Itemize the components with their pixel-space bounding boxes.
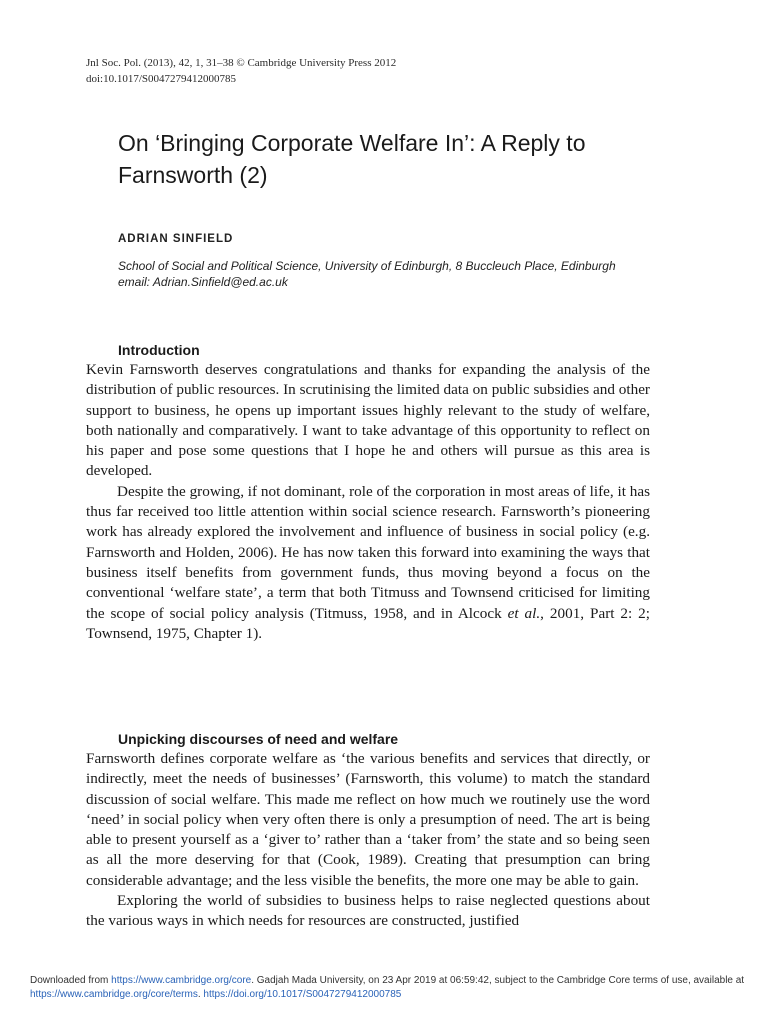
journal-citation: Jnl Soc. Pol. (2013), 42, 1, 31–38 © Cambridge University Press 2012 (86, 57, 397, 69)
paragraph: Kevin Farnsworth deserves congratulations and thanks for expanding the analysis of the distribution of public resources. In scrutinising the limited data on public subsidies and other support to business, he opens up important issues highly relevant to the study of welfare, both nationally and comparatively. I want to take advantage of this opportunity to reflect on his paper and pose some questions that I hope he and others will pursue as this area is developed. (86, 361, 650, 480)
article-doi: doi:10.1017/S0047279412000785 (86, 73, 237, 85)
paragraph-text: , 2001, Part 2: 2; Townsend, 1975, Chapter 1). (86, 604, 650, 642)
journal-header (86, 55, 396, 87)
need-welfare-body (86, 749, 650, 932)
terms-link[interactable]: https://www.cambridge.org/core/terms (30, 989, 198, 1000)
doi-link[interactable]: https://doi.org/10.1017/S0047279412000785 (203, 989, 402, 1000)
author-email: email: Adrian.Sinfield@ed.ac.uk (118, 275, 288, 289)
paragraph-italic-text: et al. (507, 604, 541, 622)
paragraph-text: Despite the growing, if not dominant, role of the corporation in most areas of life, it has thus far received too little attention within social science research. Farnsworth’s pioneering work has already explored the involvement and influence of business in social policy (e.g. Farnsworth and Holden, 2006). He has now taken this forward into examining the ways that business itself benefits from government funds, thus moving beyond a focus on the conventional ‘welfare state’, a term that both Titmuss and Townsend criticised for limiting the scope of social policy analysis (Titmuss, 1958, and in Alcock (86, 482, 650, 622)
cambridge-core-link[interactable]: https://www.cambridge.org/core (111, 975, 252, 986)
footer-text: Downloaded from (30, 975, 112, 986)
footer-text: . (197, 989, 204, 1000)
article-title: On ‘Bringing Corporate Welfare In’: A Reply to Farnsworth (2) (118, 130, 586, 188)
paragraph: Exploring the world of subsidies to business helps to raise neglected questions about the various ways in which needs for resources are constructed, justified (86, 892, 650, 930)
author-name: ADRIAN SINFIELD (118, 233, 234, 245)
paragraph (86, 482, 650, 644)
section-heading-need-welfare: Unpicking discourses of need and welfare (118, 731, 399, 747)
author-affiliation-block (118, 258, 618, 290)
paragraph: Farnsworth defines corporate welfare as ‘the various benefits and services that directly, or indirectly, meet the needs of businesses’ (Farnsworth, this volume) to match the standard discussion of social welfare. This made me reflect on how much we routinely use the word ‘need’ in social policy when very often there is only a presumption of need. The art is being able to present yourself as a ‘giver to’ rather than a ‘taker from’ the state and so being seen as all the more deserving for that (Cook, 1989). Creating that presumption can bring considerable advantage; and the less visible the benefits, the more one may be able to gain. (86, 750, 650, 889)
introduction-body (86, 360, 650, 644)
section-heading-introduction: Introduction (118, 342, 200, 358)
download-footer (30, 974, 746, 1002)
author-affiliation: School of Social and Political Science, University of Edinburgh, 8 Buccleuch Place, Edinburgh (118, 259, 616, 273)
footer-text: . Gadjah Mada University, on 23 Apr 2019 at 06:59:42, subject to the Cambridge Core terms of use, available at (251, 975, 745, 986)
